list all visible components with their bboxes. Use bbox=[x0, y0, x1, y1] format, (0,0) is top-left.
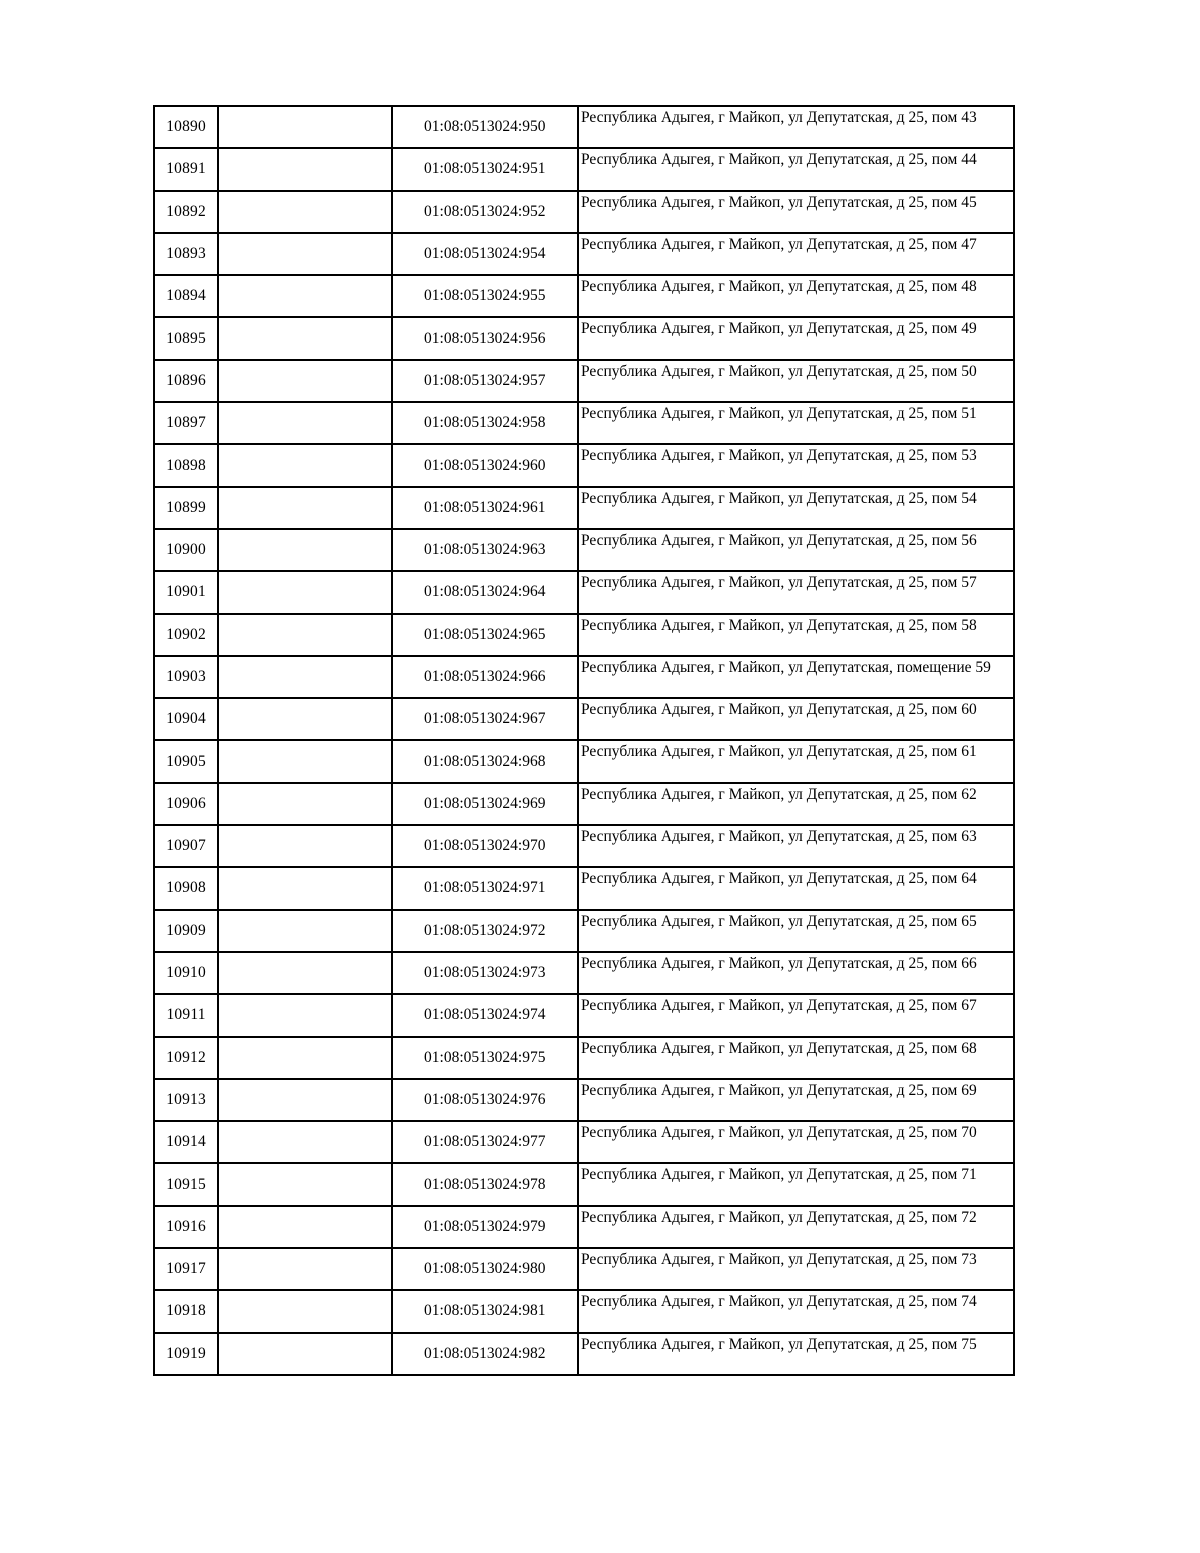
empty-cell bbox=[218, 910, 391, 952]
address-text: Республика Адыгея, г Майкоп, ул Депутатская, д 25, пом 67 bbox=[580, 997, 977, 1015]
row-number-cell: 10913 bbox=[154, 1079, 218, 1121]
table-row bbox=[154, 740, 1014, 782]
cadastral-number-cell: 01:08:0513024:980 bbox=[392, 1248, 578, 1290]
address-cell bbox=[578, 444, 1014, 486]
row-number-cell: 10897 bbox=[154, 402, 218, 444]
row-number-cell: 10912 bbox=[154, 1037, 218, 1079]
cadastral-number-cell: 01:08:0513024:960 bbox=[392, 444, 578, 486]
row-number-cell: 10902 bbox=[154, 614, 218, 656]
address-cell bbox=[578, 233, 1014, 275]
empty-cell bbox=[218, 1248, 391, 1290]
address-cell bbox=[578, 1248, 1014, 1290]
address-cell bbox=[578, 1163, 1014, 1205]
table-row bbox=[154, 571, 1014, 613]
cadastral-number-cell: 01:08:0513024:956 bbox=[392, 317, 578, 359]
cadastral-number-cell: 01:08:0513024:951 bbox=[392, 148, 578, 190]
address-cell bbox=[578, 994, 1014, 1036]
empty-cell bbox=[218, 191, 391, 233]
cadastral-number-cell: 01:08:0513024:978 bbox=[392, 1163, 578, 1205]
table-row bbox=[154, 1206, 1014, 1248]
address-text: Республика Адыгея, г Майкоп, ул Депутатская, д 25, пом 69 bbox=[580, 1081, 977, 1099]
table-row bbox=[154, 275, 1014, 317]
cadastral-number-cell: 01:08:0513024:976 bbox=[392, 1079, 578, 1121]
cadastral-number-cell: 01:08:0513024:971 bbox=[392, 867, 578, 909]
address-text: Республика Адыгея, г Майкоп, ул Депутатская, д 25, пом 44 bbox=[580, 151, 977, 169]
empty-cell bbox=[218, 1290, 391, 1332]
address-cell bbox=[578, 698, 1014, 740]
address-cell bbox=[578, 571, 1014, 613]
address-text: Республика Адыгея, г Майкоп, ул Депутатская, д 25, пом 50 bbox=[580, 362, 977, 380]
empty-cell bbox=[218, 1206, 391, 1248]
cadastral-number-cell: 01:08:0513024:982 bbox=[392, 1333, 578, 1375]
empty-cell bbox=[218, 867, 391, 909]
empty-cell bbox=[218, 1163, 391, 1205]
table-row bbox=[154, 1121, 1014, 1163]
address-cell bbox=[578, 1079, 1014, 1121]
empty-cell bbox=[218, 740, 391, 782]
empty-cell bbox=[218, 952, 391, 994]
address-text: Республика Адыгея, г Майкоп, ул Депутатская, д 25, пом 58 bbox=[580, 616, 977, 634]
address-text: Республика Адыгея, г Майкоп, ул Депутатская, д 25, пом 68 bbox=[580, 1039, 977, 1057]
row-number-cell: 10894 bbox=[154, 275, 218, 317]
empty-cell bbox=[218, 656, 391, 698]
row-number-cell: 10900 bbox=[154, 529, 218, 571]
address-text: Республика Адыгея, г Майкоп, ул Депутатская, д 25, пом 71 bbox=[580, 1166, 977, 1184]
row-number-cell: 10903 bbox=[154, 656, 218, 698]
address-cell bbox=[578, 952, 1014, 994]
address-text: Республика Адыгея, г Майкоп, ул Депутатская, д 25, пом 62 bbox=[580, 785, 977, 803]
address-cell bbox=[578, 529, 1014, 571]
row-number-cell: 10893 bbox=[154, 233, 218, 275]
address-text: Республика Адыгея, г Майкоп, ул Депутатская, д 25, пом 57 bbox=[580, 574, 977, 592]
table-row bbox=[154, 614, 1014, 656]
table-row bbox=[154, 1333, 1014, 1375]
table-row bbox=[154, 148, 1014, 190]
address-text: Республика Адыгея, г Майкоп, ул Депутатская, д 25, пом 61 bbox=[580, 743, 977, 761]
empty-cell bbox=[218, 233, 391, 275]
empty-cell bbox=[218, 148, 391, 190]
address-text: Республика Адыгея, г Майкоп, ул Депутатская, д 25, пом 45 bbox=[580, 193, 977, 211]
address-text: Республика Адыгея, г Майкоп, ул Депутатская, д 25, пом 75 bbox=[580, 1335, 977, 1353]
row-number-cell: 10898 bbox=[154, 444, 218, 486]
row-number-cell: 10906 bbox=[154, 783, 218, 825]
address-cell bbox=[578, 191, 1014, 233]
empty-cell bbox=[218, 444, 391, 486]
row-number-cell: 10908 bbox=[154, 867, 218, 909]
address-cell bbox=[578, 1290, 1014, 1332]
address-cell bbox=[578, 867, 1014, 909]
row-number-cell: 10896 bbox=[154, 360, 218, 402]
table-row bbox=[154, 1290, 1014, 1332]
row-number-cell: 10919 bbox=[154, 1333, 218, 1375]
table-row bbox=[154, 402, 1014, 444]
table-row bbox=[154, 825, 1014, 867]
empty-cell bbox=[218, 317, 391, 359]
table-row bbox=[154, 1079, 1014, 1121]
address-cell bbox=[578, 106, 1014, 148]
address-text: Республика Адыгея, г Майкоп, ул Депутатская, д 25, пом 70 bbox=[580, 1124, 977, 1142]
cadastral-number-cell: 01:08:0513024:974 bbox=[392, 994, 578, 1036]
cadastral-number-cell: 01:08:0513024:954 bbox=[392, 233, 578, 275]
row-number-cell: 10891 bbox=[154, 148, 218, 190]
row-number-cell: 10899 bbox=[154, 487, 218, 529]
empty-cell bbox=[218, 487, 391, 529]
address-text: Республика Адыгея, г Майкоп, ул Депутатская, д 25, пом 64 bbox=[580, 870, 977, 888]
cadastral-number-cell: 01:08:0513024:964 bbox=[392, 571, 578, 613]
table-row bbox=[154, 910, 1014, 952]
row-number-cell: 10916 bbox=[154, 1206, 218, 1248]
address-text: Республика Адыгея, г Майкоп, ул Депутатская, д 25, пом 43 bbox=[580, 109, 977, 126]
address-text: Республика Адыгея, г Майкоп, ул Депутатская, д 25, пом 51 bbox=[580, 405, 977, 423]
table-row bbox=[154, 444, 1014, 486]
empty-cell bbox=[218, 614, 391, 656]
empty-cell bbox=[218, 698, 391, 740]
table-row bbox=[154, 317, 1014, 359]
cadastral-number-cell: 01:08:0513024:975 bbox=[392, 1037, 578, 1079]
row-number-cell: 10909 bbox=[154, 910, 218, 952]
address-text: Республика Адыгея, г Майкоп, ул Депутатская, д 25, пом 47 bbox=[580, 235, 977, 253]
cadastral-number-cell: 01:08:0513024:961 bbox=[392, 487, 578, 529]
empty-cell bbox=[218, 275, 391, 317]
cadastral-number-cell: 01:08:0513024:952 bbox=[392, 191, 578, 233]
address-text: Республика Адыгея, г Майкоп, ул Депутатская, д 25, пом 56 bbox=[580, 531, 977, 549]
property-registry-table bbox=[153, 105, 1015, 1376]
address-cell bbox=[578, 740, 1014, 782]
row-number-cell: 10914 bbox=[154, 1121, 218, 1163]
address-cell bbox=[578, 656, 1014, 698]
cadastral-number-cell: 01:08:0513024:969 bbox=[392, 783, 578, 825]
row-number-cell: 10904 bbox=[154, 698, 218, 740]
address-cell bbox=[578, 275, 1014, 317]
address-cell bbox=[578, 148, 1014, 190]
table-row bbox=[154, 233, 1014, 275]
table-row bbox=[154, 1163, 1014, 1205]
table-row bbox=[154, 994, 1014, 1036]
table-row bbox=[154, 783, 1014, 825]
table-row bbox=[154, 191, 1014, 233]
address-text: Республика Адыгея, г Майкоп, ул Депутатская, помещение 59 bbox=[580, 658, 991, 676]
address-cell bbox=[578, 614, 1014, 656]
empty-cell bbox=[218, 571, 391, 613]
cadastral-number-cell: 01:08:0513024:979 bbox=[392, 1206, 578, 1248]
address-cell bbox=[578, 1333, 1014, 1375]
empty-cell bbox=[218, 1121, 391, 1163]
cadastral-number-cell: 01:08:0513024:965 bbox=[392, 614, 578, 656]
row-number-cell: 10890 bbox=[154, 106, 218, 148]
address-text: Республика Адыгея, г Майкоп, ул Депутатская, д 25, пом 72 bbox=[580, 1208, 977, 1226]
cadastral-number-cell: 01:08:0513024:967 bbox=[392, 698, 578, 740]
empty-cell bbox=[218, 402, 391, 444]
cadastral-number-cell: 01:08:0513024:970 bbox=[392, 825, 578, 867]
address-cell bbox=[578, 1037, 1014, 1079]
cadastral-number-cell: 01:08:0513024:972 bbox=[392, 910, 578, 952]
address-cell bbox=[578, 1206, 1014, 1248]
table-row bbox=[154, 656, 1014, 698]
empty-cell bbox=[218, 106, 391, 148]
table-row bbox=[154, 1037, 1014, 1079]
cadastral-number-cell: 01:08:0513024:955 bbox=[392, 275, 578, 317]
row-number-cell: 10895 bbox=[154, 317, 218, 359]
table-row bbox=[154, 360, 1014, 402]
address-text: Республика Адыгея, г Майкоп, ул Депутатская, д 25, пом 73 bbox=[580, 1251, 977, 1269]
address-cell bbox=[578, 825, 1014, 867]
cadastral-number-cell: 01:08:0513024:958 bbox=[392, 402, 578, 444]
cadastral-number-cell: 01:08:0513024:966 bbox=[392, 656, 578, 698]
address-cell bbox=[578, 1121, 1014, 1163]
address-text: Республика Адыгея, г Майкоп, ул Депутатская, д 25, пом 66 bbox=[580, 954, 977, 972]
row-number-cell: 10915 bbox=[154, 1163, 218, 1205]
address-text: Республика Адыгея, г Майкоп, ул Депутатская, д 25, пом 53 bbox=[580, 447, 977, 465]
table-row bbox=[154, 1248, 1014, 1290]
cadastral-number-cell: 01:08:0513024:977 bbox=[392, 1121, 578, 1163]
address-text: Республика Адыгея, г Майкоп, ул Депутатская, д 25, пом 48 bbox=[580, 278, 977, 296]
cadastral-number-cell: 01:08:0513024:981 bbox=[392, 1290, 578, 1332]
cadastral-number-cell: 01:08:0513024:950 bbox=[392, 106, 578, 148]
cadastral-number-cell: 01:08:0513024:957 bbox=[392, 360, 578, 402]
table-row bbox=[154, 487, 1014, 529]
address-text: Республика Адыгея, г Майкоп, ул Депутатская, д 25, пом 60 bbox=[580, 701, 977, 719]
address-cell bbox=[578, 360, 1014, 402]
table-row bbox=[154, 952, 1014, 994]
address-text: Республика Адыгея, г Майкоп, ул Депутатская, д 25, пом 65 bbox=[580, 912, 977, 930]
cadastral-number-cell: 01:08:0513024:968 bbox=[392, 740, 578, 782]
empty-cell bbox=[218, 994, 391, 1036]
table-row bbox=[154, 106, 1014, 148]
address-text: Республика Адыгея, г Майкоп, ул Депутатская, д 25, пом 54 bbox=[580, 489, 977, 507]
address-cell bbox=[578, 402, 1014, 444]
empty-cell bbox=[218, 825, 391, 867]
table-row bbox=[154, 529, 1014, 571]
empty-cell bbox=[218, 529, 391, 571]
table-row bbox=[154, 867, 1014, 909]
address-text: Республика Адыгея, г Майкоп, ул Депутатская, д 25, пом 63 bbox=[580, 828, 977, 846]
empty-cell bbox=[218, 1079, 391, 1121]
row-number-cell: 10901 bbox=[154, 571, 218, 613]
address-cell bbox=[578, 487, 1014, 529]
row-number-cell: 10918 bbox=[154, 1290, 218, 1332]
cadastral-number-cell: 01:08:0513024:973 bbox=[392, 952, 578, 994]
address-cell bbox=[578, 910, 1014, 952]
address-text: Республика Адыгея, г Майкоп, ул Депутатская, д 25, пом 74 bbox=[580, 1293, 977, 1311]
row-number-cell: 10917 bbox=[154, 1248, 218, 1290]
empty-cell bbox=[218, 783, 391, 825]
address-cell bbox=[578, 783, 1014, 825]
address-cell bbox=[578, 317, 1014, 359]
row-number-cell: 10892 bbox=[154, 191, 218, 233]
table-body bbox=[154, 106, 1014, 1375]
address-text: Республика Адыгея, г Майкоп, ул Депутатская, д 25, пом 49 bbox=[580, 320, 977, 338]
row-number-cell: 10907 bbox=[154, 825, 218, 867]
empty-cell bbox=[218, 1037, 391, 1079]
row-number-cell: 10905 bbox=[154, 740, 218, 782]
empty-cell bbox=[218, 1333, 391, 1375]
table-row bbox=[154, 698, 1014, 740]
cadastral-number-cell: 01:08:0513024:963 bbox=[392, 529, 578, 571]
empty-cell bbox=[218, 360, 391, 402]
row-number-cell: 10911 bbox=[154, 994, 218, 1036]
row-number-cell: 10910 bbox=[154, 952, 218, 994]
